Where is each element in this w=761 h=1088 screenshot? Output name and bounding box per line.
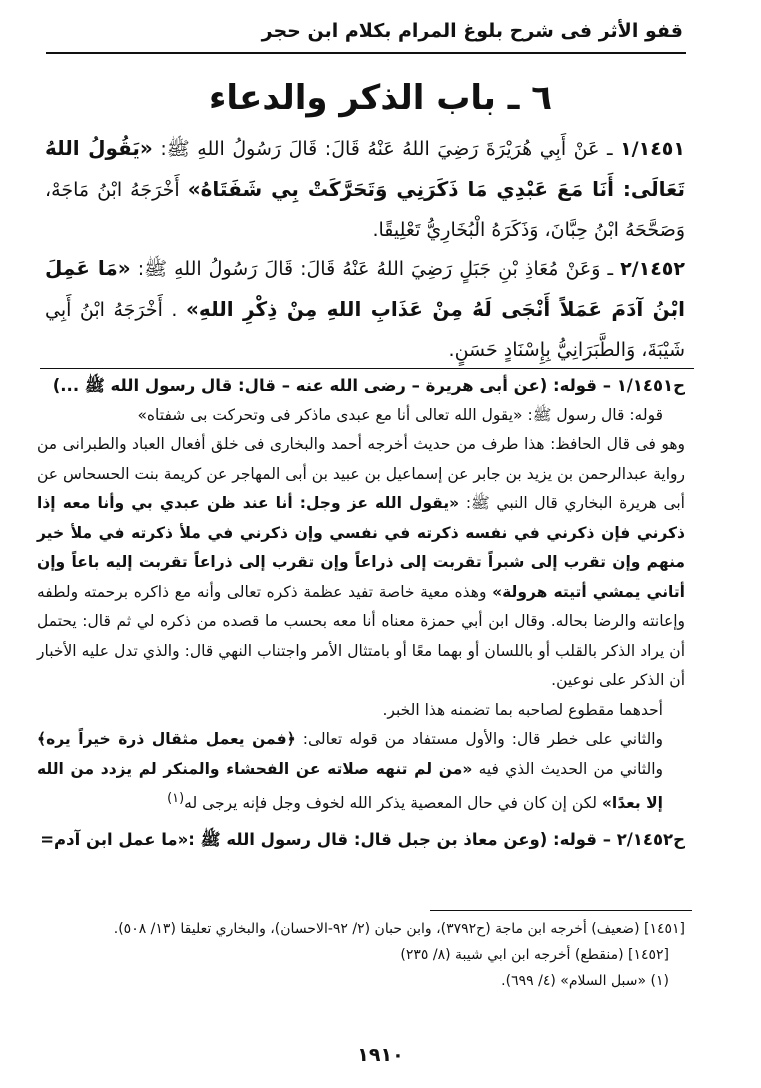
commentary-text: لكن إن كان في حال المعصية يذكر الله لخوف وجل فإنه يرجى له — [184, 794, 597, 813]
commentary-divider — [40, 368, 694, 369]
hadith-quote: «يَقُولُ اللهُ تَعَالَى: أَنَا مَعَ عَبْدِي مَا ذَكَرَنِي وَتَحَرَّكَتْ بِي شَفَتَاهُ» — [45, 136, 685, 201]
footnote: [١٤٥٢] (منقطع) أخرجه ابن ابي شيبة (٨/ ٢٣٥) — [400, 947, 669, 963]
hadith-text: ـ وَعَنْ مُعَاذِ بْنِ جَبَلٍ رَضِيَ اللهُ عَنْهُ قَالَ: قَالَ رَسُولُ اللهِ ﷺ: — [137, 258, 614, 280]
footnote: [١٤٥١] (ضعيف) أخرجه ابن ماجة (ح٣٧٩٢)، وابن حبان (٢/ ٩٢-الاحسان)، والبخاري تعليقا (١٣/ ٥٠٨). — [113, 921, 685, 937]
commentary-text: والثاني من الحديث الذي فيه — [478, 759, 663, 778]
hadith-tail: . أَخْرَجَهُ ابْنُ أَبِي شَيْبَةَ، وَالطَّبَرَانِيُّ بِإِسْنَادٍ حَسَنٍ. — [45, 299, 685, 361]
quran-quote: ﴿فمن يعمل مثقال ذرة خيراً يره﴾ — [37, 730, 296, 748]
hadith-quote: «من لم تنهه صلاته عن الفحشاء والمنكر لم يزدد من الله إلا بعدًا» — [37, 759, 663, 813]
commentary-text: وهذه معية خاصة تفيد عظمة ذكره تعالى وأنه مع ذاكره برحمته ولطفه وإعانته والرضا بحاله. وقال ابن أبي حمزة معناه أنا معه بحسب ما قصده من ذكره لي ثم قال: يحتمل أن يراد الذكر بالقلب أو باللسان أو بهما معًا أو بامتثال الأمر واجتناب النهي قال: والذي تدل عليه الأخبار أن الذكر على نوعين. — [37, 582, 685, 689]
footnotes — [37, 916, 685, 994]
hadith-qudsi-quote: «يقول الله عز وجل: أنا عند ظن عبدي بي وأنا معه إذا ذكرني فإن ذكرني في نفسه ذكرته في نفسي وإن ذكرني في ملأ ذكرته في ملأ خير منهم وإن تقرب إلى شبراً تقربت إلى ذراعاً وإن تقرب إلى ذراعاً تقربت إليه باعاً وإن أتاني يمشي أتيته هرولة» — [37, 494, 685, 601]
chapter-title: ٦ ـ باب الذكر والدعاء — [209, 78, 552, 118]
footnote-divider — [430, 910, 692, 911]
commentary-paragraph: أحدهما مقطوع لصاحبه بما تضمنه هذا الخبر. — [382, 700, 663, 719]
running-header: قفو الأثر فى شرح بلوغ المرام بكلام ابن حجر — [261, 20, 683, 42]
hadith-number: ١/١٤٥١ — [620, 138, 685, 160]
hadith-number: ٢/١٤٥٢ — [620, 258, 686, 280]
commentary-heading: ح٢/١٤٥٢ – قوله: (وعن معاذ بن جبل قال: قال رسول الله ﷺ :«ما عمل ابن آدم= — [40, 829, 685, 849]
header-rule — [46, 52, 686, 54]
commentary-paragraph: قوله: قال رسول ﷺ: «يقول الله تعالى أنا مع عبدى ماذكر فى وتحركت بى شفتاه» — [137, 405, 663, 424]
hadith-text: ـ عَنْ أَبِي هُرَيْرَةَ رَضِيَ اللهُ عَنْهُ قَالَ: قَالَ رَسُولُ اللهِ ﷺ: — [160, 138, 613, 160]
commentary-paragraph — [37, 430, 685, 696]
commentary-paragraph — [37, 725, 685, 819]
page-number: ١٩١٠ — [357, 1044, 404, 1066]
hadith-tail: أَخْرَجَهُ ابْنُ مَاجَهْ، وَصَحَّحَهُ ابْنُ حِبَّانَ، وَذَكَرَهُ الْبُخَارِيُّ تَعْلِيقًا. — [45, 179, 685, 241]
commentary-text: والثاني على خطر قال: والأول مستفاد من قوله تعالى: — [302, 730, 663, 748]
commentary-text: وهو فى قال الحافظ: هذا طرف من حديث أخرجه أحمد والبخارى فى خلق أفعال العباد والطبرانى من رواية عبدالرحمن بن يزيد بن جابر عن إسماعيل بن عبيد بن أبى المهاجر عن كريمة بنت الحسحاس عن أبى هريرة البخاري قال النبي ﷺ: — [37, 435, 685, 512]
hadith-1 — [45, 128, 685, 250]
footnote-reference: (١) — [167, 791, 185, 806]
hadith-2 — [45, 248, 685, 370]
commentary — [37, 371, 685, 854]
hadith-quote: «مَا عَمِلَ ابْنُ آدَمَ عَمَلاً أَنْجَى لَهُ مِنْ عَذَابِ اللهِ مِنْ ذِكْرِ اللهِ» — [45, 256, 686, 321]
footnote: (١) «سبل السلام» (٤/ ٦٩٩). — [501, 973, 669, 989]
commentary-heading: ح١/١٤٥١ – قوله: (عن أبى هريرة – رضى الله عنه – قال: قال رسول الله ﷺ ...) — [52, 376, 685, 395]
